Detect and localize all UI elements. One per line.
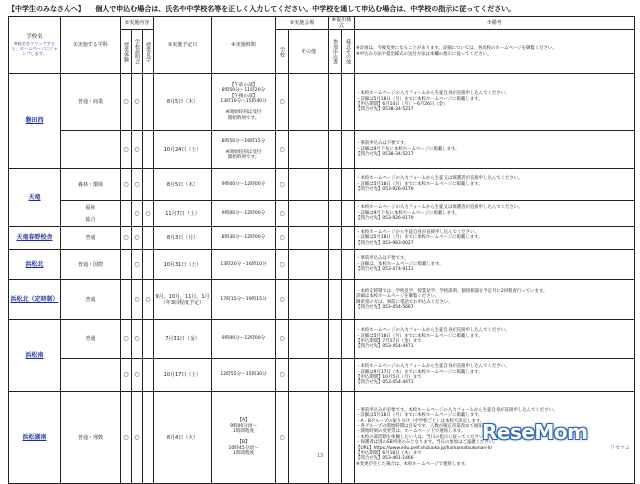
table-row [9,320,635,359]
dept-cell: 普通 [61,280,121,320]
remarks-header-notes: ※計画は、今後変更になることがあります。詳細については、各高校のホームページを御覧ください。 ※申込み方法や提出様式の送付方法は本欄の指示に従ってください。 [355,30,635,74]
content-mark [143,169,154,201]
date-cell: 10月31日（土） [154,250,212,280]
remark-line: ・本校ホームページの入力フォームから生徒又は保護者が直接申し込んでください。 [356,205,523,211]
date-cell: 10月24日（土） [154,131,212,169]
school-link[interactable]: 天竜 [9,169,61,227]
remark-line: ・事前申込みは不要です。 [356,256,409,262]
remark-line: 【申込期間】10月5日（月）まで [356,375,422,380]
content-mark [121,280,132,320]
content-mark: ○ [121,392,132,484]
table-row [9,201,635,227]
time-line: 8時30分～12時00分 [221,235,266,241]
content-mark: ○ [132,131,143,169]
venue-other-mark [289,131,329,169]
dept-cell [61,359,121,392]
content-mark: ○ [121,320,132,359]
form-other-cell [342,201,355,227]
open-school-table [8,16,635,484]
table-row [9,131,635,169]
sub-header-class-trial: 授業体験 [121,30,132,74]
time-line: 9時00分～12時00分 [221,336,266,342]
sub-header-briefing: 学校説明会 [132,30,143,74]
time-line: 【A】 [237,418,250,424]
time-cell [212,74,276,131]
time-cell [212,169,276,201]
school-link[interactable]: 浜松北 [9,250,61,280]
remarks-cell [355,227,635,250]
page-number: 13 [316,453,324,459]
col-content-header: ②実施内容 [121,17,154,30]
form-application-cell [329,280,342,320]
content-mark [143,250,154,280]
time-line: 【午後の部】 [229,93,258,99]
time-line: 【午前の部】 [229,82,258,88]
time-line: 10時45分頃～ [228,445,259,451]
content-mark: ○ [143,201,154,227]
remark-line: 【問合せ先】053-454-4471 [356,344,414,350]
col-school-header: 学校名 ※校名をクリックすると、ホームページにジャンプします。 [9,17,61,74]
remarks-cell [355,201,635,227]
form-application-cell [329,392,342,484]
content-mark: ○ [132,359,143,392]
col-date-header: ③実施予定日 [154,17,212,74]
remark-line: 【問合せ先】053-474-9111 [356,267,414,273]
time-cell [212,201,276,227]
remark-line: ・A・Bグループの振り分け（中学校ごと）は本校で決定します。 [356,418,485,424]
venue-other-mark [289,227,329,250]
content-mark [143,74,154,131]
table-row [9,227,635,250]
remark-line: 【問合せ先】053-454-5667 [356,304,414,310]
dept-cell: 普通・商業 [61,74,121,131]
remarks-cell [355,359,635,392]
date-cell: 10月17日（土） [154,359,212,392]
time-line: 13時10分～15時40分 [220,99,267,105]
venue-other-mark [289,74,329,131]
form-other-cell [342,320,355,359]
remarks-cell [355,280,635,320]
content-mark: ○ [132,227,143,250]
remark-line: 詳細は本校ホームページを御覧ください。 [356,294,440,300]
remark-line: ・詳細は、本校ホームページに掲載します。 [356,261,444,267]
page-header [8,4,634,16]
remark-line: ・詳細は9月17日（木）までに本校ホームページに掲載します。 [356,369,483,375]
table-row [9,250,635,280]
content-mark: ○ [132,250,143,280]
time-cell [212,131,276,169]
time-line: 開始時刻です。 [227,115,260,121]
date-cell: 8月5日（木） [154,169,212,201]
remark-line: ・詳細は5月18日（月）までに本校ホームページに掲載します。 [356,333,483,339]
header-notice: 個人で申込む場合は、氏名や中学校名等を正しく入力してください。中学校を通して申込む場合は、中学校の指示に従ってください。 [95,5,516,13]
content-mark: ○ [121,74,132,131]
remark-line: ・事前申込みは不要です。 [356,141,409,147]
content-mark: ○ [121,227,132,250]
remarks-cell [355,320,635,359]
venue-school-mark: ○ [276,320,289,359]
school-link[interactable]: 浜松湖南 [9,392,61,484]
remark-line: ・本校ホームページから生徒自身が直接申し込んでください。 [356,229,479,235]
remark-line: ・事前申込みが必要です。本校ホームページの入力フォームから生徒自身が直接申し込んでください。 [356,407,558,413]
table-row [9,74,635,131]
col-time-header: ④実施時間 [212,17,276,74]
remark-line: ・各グループの開始時間は目安です。人数が確定次第改めて通知します。 [356,424,500,430]
time-line: 9時00分～12時00分 [221,210,266,216]
table-row [9,280,635,320]
date-cell: 8月5日（木） [154,74,212,131]
time-line: 8時50分～11時20分 [221,88,266,94]
remark-line: ※変更が生じた場合は、本校ホームページで連絡します。 [356,461,470,467]
header-group-label: 【中学生のみなさんへ】 [8,5,85,13]
content-mark [143,392,154,484]
venue-school-mark: ○ [276,392,289,484]
remark-line: 御希望の方は、事前に電話でお申込みください。 [356,299,453,305]
date-cell: 7月31日（金） [154,320,212,359]
form-other-cell [342,131,355,169]
school-link[interactable]: 天竜春野校舎 [9,227,61,250]
col-remarks-header: ⑦備考 [355,17,635,30]
date-cell: 9月、10月、11月、1月（年3回程度予定） [154,280,212,320]
form-application-cell [329,131,342,169]
time-line: 9時00分頃～ [229,423,258,429]
remark-line: ・本校定時制では、学校見学、授業見学、学校説明、個別相談を予定月に2回程度行っています。 [356,288,548,294]
remarks-cell [355,74,635,131]
venue-school-mark: ○ [276,74,289,131]
remark-line: ・詳細は9月下旬に本校ホームページに掲載します。 [356,210,460,216]
remark-line: ・本校ホームページの入力フォームから生徒自身が直接申し込んでください。 [356,91,510,97]
time-line: 8時50分～16時15分 [221,138,266,144]
date-cell: 11月7日（土） [154,201,212,227]
time-cell [212,320,276,359]
venue-other-mark [289,250,329,280]
remark-line: ・詳細は9月下旬に本校ホームページに掲載します。 [356,146,460,152]
remark-line: 【問合せ先】053-926-0170 [356,216,414,222]
remark-line: 【URL】https://www.edu.pref.shizuoka.jp/hamamatsukonan-h/ [356,445,493,451]
content-mark [121,201,132,227]
venue-school-mark: ○ [276,250,289,280]
venue-other-mark [289,280,329,320]
time-line: 1時間程度 [232,451,255,457]
time-line: 9時00分～12時00分 [221,181,266,187]
col-venue-header: ⑤実施会場 [276,17,329,30]
remark-line: ・本校ホームページの入力フォームから生徒自身が直接申し込んでください。 [356,364,510,370]
remark-line: ・詳細は5月18日（月）までに本校ホームページに掲載します。 [356,96,483,102]
time-line: 1時間程度 [232,429,255,435]
form-other-cell [342,169,355,201]
content-mark: ○ [132,392,143,484]
table-row [9,359,635,392]
remark-line: 【問合せ先】053-454-4471 [356,380,414,386]
time-line: ※開始時刻は受付 [225,149,262,155]
form-application-cell [329,227,342,250]
content-mark [143,320,154,359]
form-other-cell [342,392,355,484]
sub-header-form-application: 参加申込書 [329,30,342,74]
venue-other-mark [289,392,329,484]
form-other-cell [342,280,355,320]
venue-other-mark [289,359,329,392]
dept-cell: 普通 [61,320,121,359]
remark-line: 【問合せ先】0538-34-5217 [356,152,414,158]
dept-cell: 普通・理数 [61,392,121,484]
content-mark: ○ [132,280,143,320]
time-line: 【B】 [237,440,250,446]
dept-cell: 普通 [61,227,121,250]
dept-cell [61,131,121,169]
watermark-sub: リセマム [610,445,630,451]
remark-line: ・本校の部活動を体験したい人は、当日の指示に従ってください。 [356,434,488,440]
content-mark: ○ [121,359,132,392]
content-mark: ○ [132,169,143,201]
content-mark [143,131,154,169]
form-application-cell [329,169,342,201]
form-other-cell [342,250,355,280]
table-row [9,169,635,201]
form-application-cell [329,74,342,131]
time-cell [212,227,276,250]
dept-cell: 普通・国際 [61,250,121,280]
sub-header-form-other: 様式その他 [342,30,355,74]
remark-line: ・詳細は5月18日（月）までに本校ホームページに掲載します。 [356,181,483,187]
venue-other-mark [289,320,329,359]
form-application-cell [329,359,342,392]
form-application-cell [329,250,342,280]
watermark-brand: ReseMom [482,420,588,444]
dept-cell: 福祉 総合 [61,201,121,227]
remark-line: ・詳細は5月18日（月）までに本校ホームページに掲載します。 [356,235,483,241]
venue-school-mark: ○ [276,131,289,169]
remark-line: 【問合せ先】053-461-1466 [356,456,414,462]
sub-header-class-visit: 授業見学 [143,30,154,74]
content-mark [143,359,154,392]
venue-school-mark: ○ [276,280,289,320]
time-cell [212,280,276,320]
time-line: ※開始時刻は受付 [225,110,262,116]
content-mark: ○ [121,169,132,201]
form-other-cell [342,227,355,250]
date-cell: 8月4日（火） [154,392,212,484]
time-line: 開始時刻です。 [227,155,260,160]
remarks-cell [355,250,635,280]
remark-line: 【問合せ先】053-983-0027 [356,240,414,246]
venue-school-mark: ○ [276,169,289,201]
school-link-note: ※校名をクリックすると、ホームページにジャンプします。 [11,40,58,56]
sub-header-venue-other: その他 [289,30,329,74]
venue-other-mark [289,201,329,227]
col-dept-header: ①実施する学科 [61,17,121,74]
sub-header-venue-school: 学校 [276,30,289,74]
time-cell [212,359,276,392]
remark-line: 【申込期間】7月17日（金）まで [356,339,422,344]
remark-line: ・保護者は別のSB列車のみとなります。当日の参加はご遠慮ください。 [356,440,498,446]
venue-school-mark: ○ [276,201,289,227]
remark-line: ・詳細は5月18日（月）までに本校ホームページに掲載します。 [356,413,483,419]
dept-cell: 森林・環境 [61,169,121,201]
remark-line: 【申込期間】6月18日（木）まで [356,450,422,456]
time-cell [212,392,276,484]
time-line: 13時20分～16時10分 [220,261,267,267]
remark-line: ・開始時刻の変更等は、ホームページ上で連絡します。 [356,429,466,435]
remark-line: 【問合せ先】0538-34-5217 [356,107,414,113]
time-line: 12時55分～15時30分 [220,372,267,378]
time-line: 17時15分～19時15分 [220,296,267,302]
date-cell: 8月3日（月） [154,227,212,250]
remark-line: 【申込期間】6月14日（月）～6月26日（金） [356,102,448,107]
remark-line: 【問合せ先】053-926-0170 [356,187,414,193]
remark-line: ・本校ホームページの入力フォームから生徒又は保護者が直接申し込んでください。 [356,176,523,182]
time-cell [212,250,276,280]
content-mark: ○ [132,74,143,131]
content-mark [143,227,154,250]
content-mark: ○ [132,320,143,359]
school-link[interactable]: 磐田西 [9,74,61,169]
remarks-cell [355,131,635,169]
remarks-cell [355,169,635,201]
resemom-watermark-logo [482,420,632,452]
col-form-header: ⑥提出様式 [329,17,355,30]
content-mark: ○ [132,201,143,227]
remark-line: ・本校ホームページの入力フォームから生徒自身が直接申し込んでください。 [356,328,510,334]
venue-other-mark [289,169,329,201]
school-link[interactable]: 浜松北（定時制） [9,280,61,320]
form-application-cell [329,320,342,359]
venue-school-mark: ○ [276,359,289,392]
venue-school-mark: ○ [276,227,289,250]
form-other-cell [342,359,355,392]
form-other-cell [342,74,355,131]
content-mark [121,250,132,280]
content-mark: ○ [121,131,132,169]
content-mark: ○ [143,280,154,320]
school-link[interactable]: 浜松南 [9,320,61,392]
form-application-cell [329,201,342,227]
